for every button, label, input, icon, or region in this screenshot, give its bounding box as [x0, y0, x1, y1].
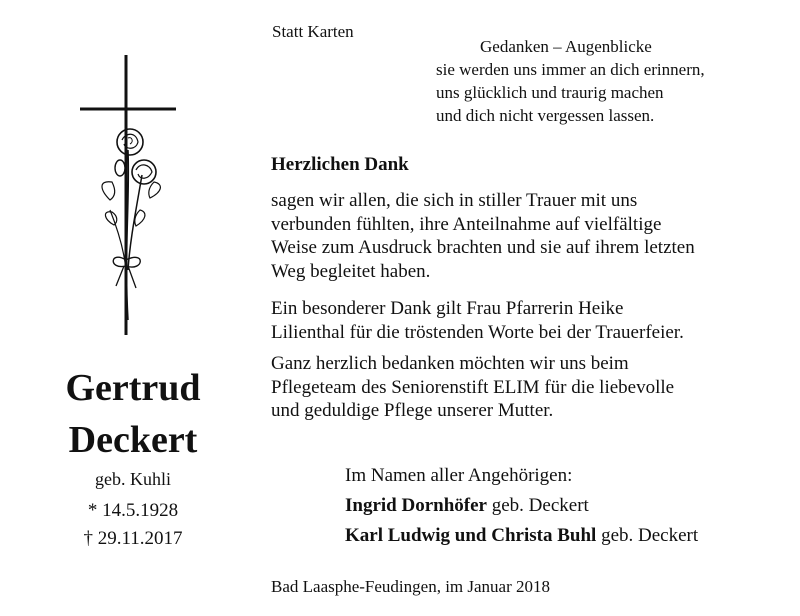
- thanks-paragraph-3: [271, 352, 674, 423]
- signatory-name: Karl Ludwig und Christa Buhl: [345, 525, 597, 546]
- deceased-last-name: Deckert: [68, 419, 198, 461]
- cross-with-roses-icon: [70, 50, 182, 340]
- text-line: Lilienthal für die tröstenden Worte bei der Trauerfeier.: [271, 321, 684, 343]
- signature-line-2: [345, 522, 698, 549]
- thanks-paragraph-1: [271, 189, 695, 283]
- poem-line: uns glücklich und traurig machen: [436, 83, 664, 102]
- text-line: Weise zum Ausdruck brachten und sie auf ihrem letzten: [271, 237, 695, 258]
- thanks-heading: Herzlichen Dank: [271, 154, 409, 175]
- statt-karten: Statt Karten: [272, 22, 354, 41]
- signature-intro: Im Namen aller Angehörigen:: [345, 465, 573, 486]
- poem: [436, 35, 705, 127]
- signatory-name: Ingrid Dornhöfer: [345, 495, 487, 516]
- death-date: † 29.11.2017: [83, 528, 183, 549]
- poem-line: und dich nicht vergessen lassen.: [436, 106, 655, 125]
- maiden-name: geb. Kuhli: [95, 469, 171, 489]
- text-line: sagen wir allen, die sich in stiller Trauer mit uns: [271, 190, 638, 211]
- deceased-first-name: Gertrud: [65, 367, 201, 409]
- place-date: Bad Laasphe-Feudingen, im Januar 2018: [271, 577, 551, 596]
- text-line: Ein besonderer Dank gilt Frau Pfarrerin Heike: [271, 298, 624, 319]
- poem-line: sie werden uns immer an dich erinnern,: [436, 60, 705, 79]
- signatory-suffix: geb. Deckert: [486, 495, 589, 516]
- signatory-suffix: geb. Deckert: [596, 525, 699, 546]
- thanks-paragraph-2: [271, 297, 684, 344]
- text-line: Pflegeteam des Seniorenstift ELIM für die liebevolle: [271, 376, 675, 398]
- text-line: Ganz herzlich bedanken möchten wir uns beim: [271, 353, 629, 374]
- poem-line: Gedanken – Augenblicke: [480, 37, 652, 56]
- birth-date: * 14.5.1928: [87, 500, 179, 521]
- signature-line-1: [345, 492, 589, 519]
- text-line: verbunden fühlten, ihre Anteilnahme auf vielfältige: [271, 213, 662, 235]
- text-line: und geduldige Pflege unserer Mutter.: [271, 400, 554, 421]
- text-line: Weg begleitet haben.: [271, 260, 431, 282]
